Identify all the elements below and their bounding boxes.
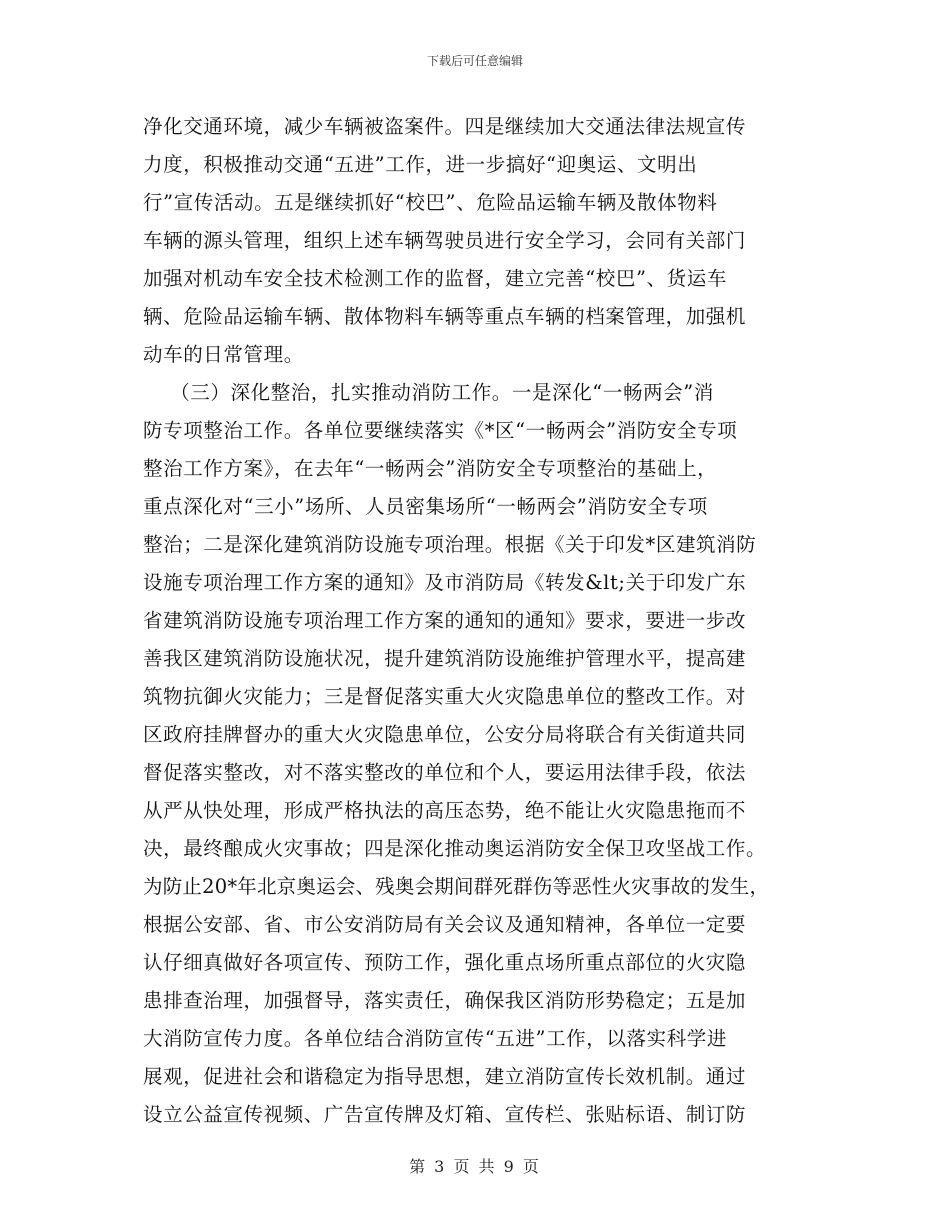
text-line: 患排查治理，加强督导，落实责任，确保我区消防形势稳定；五是加 xyxy=(143,989,747,1012)
text-line: 整治工作方案》，在去年“一畅两会”消防安全专项整治的基础上， xyxy=(143,457,718,480)
text-line: 从严从快处理，形成严格执法的高压态势，绝不能让火灾隐患拖而不 xyxy=(143,799,747,822)
text-line: 展观，促进社会和谐稳定为指导思想，建立消防宣传长效机制。通过 xyxy=(143,1065,747,1088)
text-line: 区政府挂牌督办的重大火灾隐患单位，公安分局将联合有关街道共同 xyxy=(143,723,747,746)
page-header: 下载后可任意编辑 xyxy=(426,54,523,68)
text-line: 行”宣传活动。五是继续抓好“校巴”、危险品运输车辆及散体物料 xyxy=(143,191,718,214)
text-line: 车辆的源头管理，组织上述车辆驾驶员进行安全学习，会同有关部门 xyxy=(143,229,747,252)
text-line: 认仔细真做好各项宣传、预防工作，强化重点场所重点部位的火灾隐 xyxy=(143,951,747,974)
text-line: 为防止20*年北京奥运会、残奥会期间群死群伤等恶性火灾事故的发生， xyxy=(143,875,770,898)
text-line: 力度，积极推动交通“五进”工作，进一步搞好“迎奥运、文明出 xyxy=(143,153,698,176)
text-line: 决，最终酿成火灾事故；四是深化推动奥运消防安全保卫攻坚战工作。 xyxy=(143,837,767,860)
text-line: （三）深化整治，扎实推动消防工作。一是深化“一畅两会”消 xyxy=(143,381,714,404)
text-line: 重点深化对“三小”场所、人员密集场所“一畅两会”消防安全专项 xyxy=(143,495,708,518)
text-line: 辆、危险品运输车辆、散体物料车辆等重点车辆的档案管理，加强机 xyxy=(143,305,747,328)
text-line: 省建筑消防设施专项治理工作方案的通知的通知》要求，要进一步改 xyxy=(143,609,747,632)
text-line: 筑物抗御火灾能力；三是督促落实重大火灾隐患单位的整改工作。对 xyxy=(143,685,747,708)
text-line: 设立公益宣传视频、广告宣传牌及灯箱、宣传栏、张贴标语、制订防 xyxy=(143,1103,747,1126)
page-number-footer: 第 3 页 共 9 页 xyxy=(409,1157,541,1176)
text-line: 根据公安部、省、市公安消防局有关会议及通知精神，各单位一定要 xyxy=(143,913,747,936)
text-line: 加强对机动车安全技术检测工作的监督，建立完善“校巴”、货运车 xyxy=(143,267,727,290)
text-line: 防专项整治工作。各单位要继续落实《*区“一畅两会”消防安全专项 xyxy=(143,419,738,442)
text-line: 督促落实整改，对不落实整改的单位和个人，要运用法律手段，依法 xyxy=(143,761,747,784)
text-line: 善我区建筑消防设施状况，提升建筑消防设施维护管理水平，提高建 xyxy=(143,647,747,670)
text-line: 设施专项治理工作方案的通知》及市消防局《转发&lt;关于印发广东 xyxy=(143,571,747,594)
text-line: 动车的日常管理。 xyxy=(143,343,304,366)
document-body xyxy=(143,108,843,1134)
text-line: 整治；二是深化建筑消防设施专项治理。根据《关于印发*区建筑消防 xyxy=(143,533,757,556)
text-line: 净化交通环境，减少车辆被盗案件。四是继续加大交通法律法规宣传 xyxy=(143,115,747,138)
text-line: 大消防宣传力度。各单位结合消防宣传“五进”工作，以落实科学进 xyxy=(143,1027,727,1050)
